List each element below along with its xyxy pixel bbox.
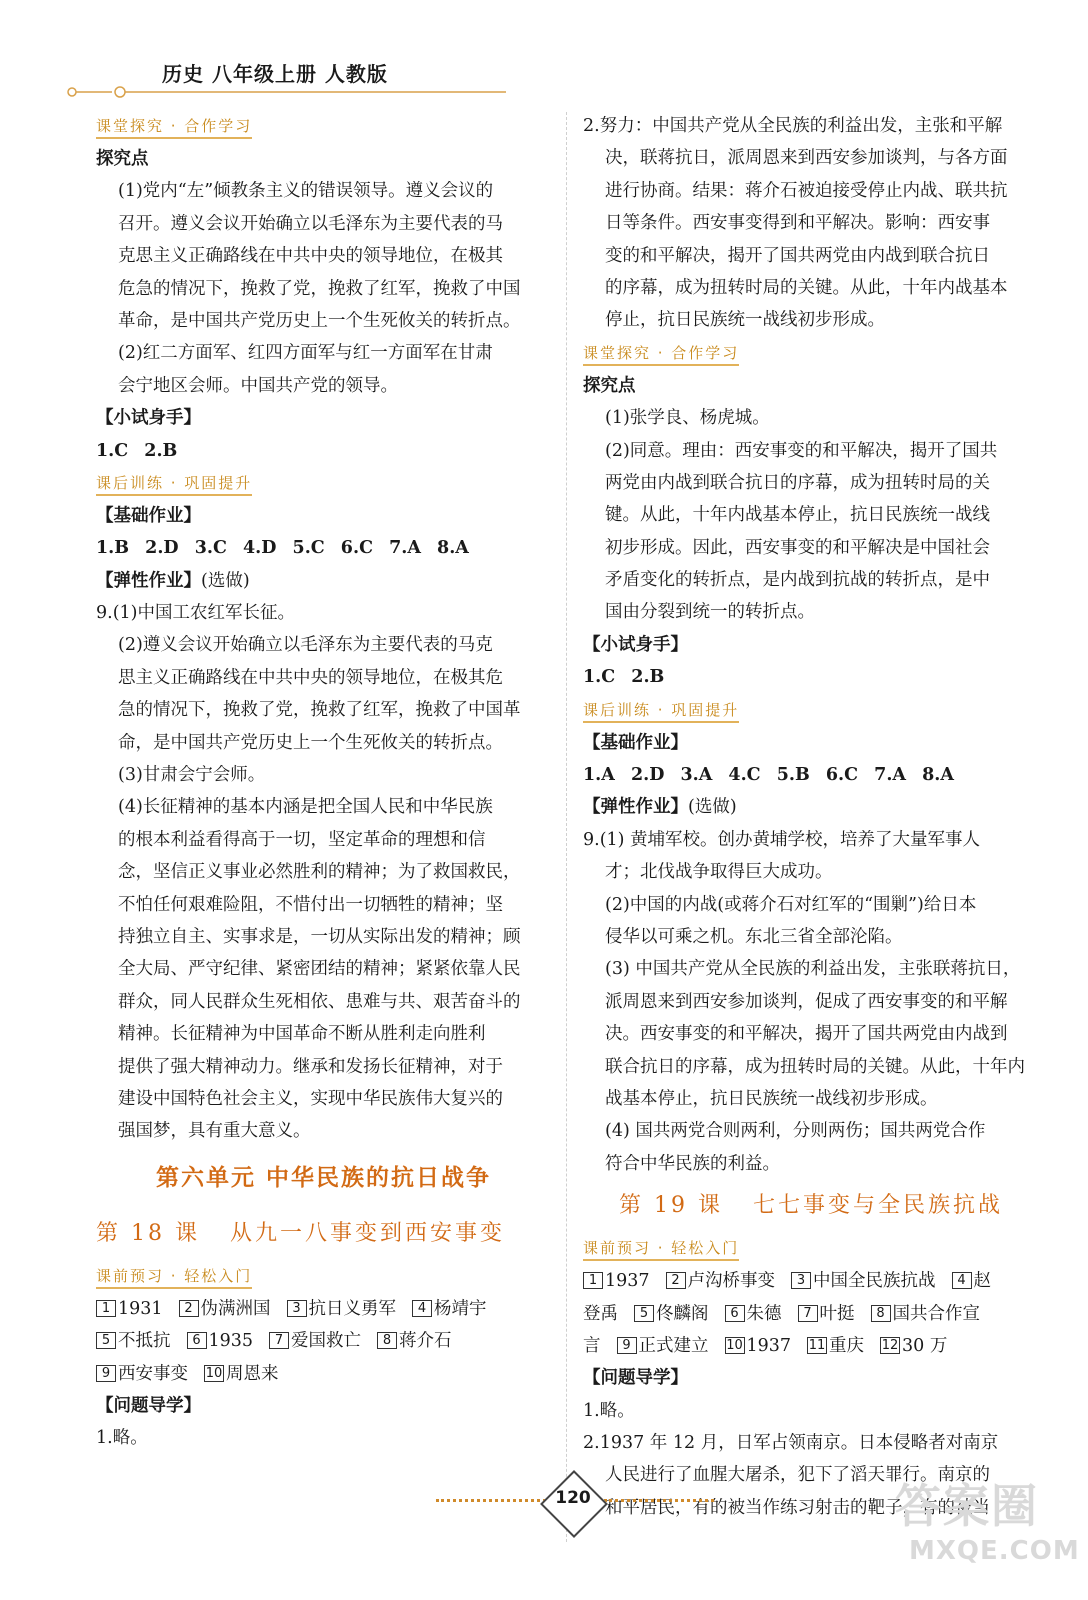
try-answers: 1.C 2.B [96,440,178,461]
text-line: 派周恩来到西安参加谈判，促成了西安事变的和平解 [605,991,1008,1012]
lesson-name: 七七事变与全民族抗战 [752,1193,1003,1219]
flex-heading: 【弹性作业】 [96,570,201,591]
number-box: 9 [96,1365,116,1382]
fill-blanks [96,1293,551,1390]
text-line: 克思主义正确路线在中共中央的领导地位，在极其 [118,246,503,267]
text-line: 符合中华民族的利益。 [605,1153,780,1174]
text-line: 停止，抗日民族统一战线初步形成。 [605,310,885,331]
footer-dots-left [436,1499,546,1502]
text-line: 2.努力：中国共产党从全民族的利益出发，主张和平解 [583,116,1003,136]
text-line: (2)红二方面军、红四方面军与红一方面军在甘肃 [118,343,493,364]
text-line: 建设中国特色社会主义，实现中华民族伟大复兴的 [118,1088,503,1109]
fill-item [871,1304,981,1324]
fill-answer: 重庆 [829,1335,865,1356]
text-line: 急的情况下，挽救了党，挽救了红军，挽救了中国革 [118,700,521,721]
number-box: 6 [187,1332,207,1349]
explore-heading: 探究点 [583,375,636,396]
text-line: 召开。遵义会议开始确立以毛泽东为主要代表的马 [118,213,503,234]
fill-answer: 赵 [973,1271,992,1292]
page-header [0,0,1088,100]
text-line: 决，联蒋抗日，派周恩来到西安参加谈判，与各方面 [605,148,1008,169]
text-line: 9.(1)中国工农红军长征。 [96,603,295,624]
number-box: 1 [583,1272,603,1289]
section-label: 课前预习 · 轻松入门 [583,1237,739,1261]
flex-heading-row [583,791,1038,823]
flex-note: (选做) [688,797,737,818]
fill-row [96,1325,551,1357]
text-line: 会宁地区会师。中国共产党的领导。 [118,375,398,396]
number-box: 11 [808,1337,826,1353]
number-box: 9 [617,1337,637,1354]
fill-answer: 言 [583,1335,601,1356]
fill-item [791,1271,936,1291]
number-box: 10 [205,1365,223,1381]
text-line: 命，是中国共产党历史上一个生死攸关的转折点。 [118,732,503,753]
fill-item [807,1336,864,1356]
text-line: 危急的情况下，挽救了党，挽救了红军，挽救了中国 [118,278,521,299]
fill-row [583,1298,1038,1330]
fill-row [583,1330,1038,1362]
section-label: 课前预习 · 轻松入门 [96,1265,252,1289]
number-box: 10 [726,1337,743,1353]
fill-answer: 中国全民族抗战 [813,1271,936,1292]
fill-answer: 杨靖宇 [434,1298,487,1319]
number-box: 4 [952,1272,972,1289]
fill-item [412,1299,487,1319]
number-box: 6 [725,1305,745,1322]
fill-item [287,1299,397,1319]
explore-block [96,175,551,402]
basic-heading: 【基础作业】 [583,732,688,753]
text-line: 的根本利益看得高于一切，坚定革命的理想和信 [118,829,486,850]
section-label: 课后训练 · 巩固提升 [96,472,252,496]
fill-item [583,1271,650,1291]
section-label: 课后训练 · 巩固提升 [583,699,739,723]
text-line: (3)甘肃会宁会师。 [118,765,266,786]
fill-item [798,1304,855,1324]
lesson-number: 第 19 课 [619,1193,723,1219]
fill-item [952,1271,992,1291]
fill-item [377,1331,452,1351]
basic-heading: 【基础作业】 [96,505,201,526]
fill-answer: 叶挺 [819,1303,855,1324]
fill-item [725,1336,792,1356]
text-line: 战基本停止，抗日民族统一战线初步形成。 [605,1088,938,1109]
fill-answer: 周恩来 [226,1363,279,1384]
flex-heading-row [96,565,551,597]
text-line: 侵华以可乘之机。东北三省全部沦陷。 [605,926,903,947]
text-line: 变的和平解决，揭开了国共两党由内战到联合抗日 [605,245,990,266]
fill-item [269,1331,361,1351]
number-box: 2 [666,1272,686,1289]
text-line: 人民进行了血腥大屠杀，犯下了滔天罪行。南京的 [605,1465,990,1486]
fill-answer: 伪满洲国 [200,1298,271,1319]
text-line: (1)张学良、杨虎城。 [605,408,770,429]
text-line: 1.略。 [583,1400,635,1421]
number-box: 1 [96,1300,116,1317]
fill-item [725,1304,782,1324]
text-line: 和平居民，有的被当作练习射击的靶子，有的被当 [605,1497,990,1518]
text-line: 矛盾变化的转折点，是内战到抗战的转折点，是中 [605,570,990,591]
try-heading: 【小试身手】 [96,408,201,429]
text-line: 2.1937 年 12 月，日军占领南京。日本侵略者对南京 [583,1433,999,1454]
unit-title: 第六单元 中华民族的抗日战争 [155,1164,491,1191]
text-line: 决。西安事变的和平解决，揭开了国共两党由内战到 [605,1024,1008,1045]
guide-heading: 【问题导学】 [583,1368,688,1389]
basic-answers: 1.B 2.D 3.C 4.D 5.C 6.C 7.A 8.A [96,538,469,559]
flex-heading: 【弹性作业】 [583,797,688,818]
fill-answer: 西安事变 [118,1363,188,1384]
header-rule [66,86,506,98]
text-line: 提供了强大精神动力。继承和发扬长征精神，对于 [118,1056,503,1077]
guide-heading: 【问题导学】 [96,1395,201,1416]
text-line: (3) 中国共产党从全民族的利益出发，主张联蒋抗日， [605,959,1021,980]
guide-line: 1.略。 [96,1428,148,1449]
fill-answer: 1937 [605,1271,650,1292]
text-line: 精神。长征精神为中国革命不断从胜利走向胜利 [118,1024,486,1045]
text-line: 联合抗日的序幕，成为扭转时局的关键。从此，十年内 [605,1056,1025,1077]
text-line: (1)党内“左”倾教条主义的错误领导。遵义会议的 [118,181,494,202]
number-box: 8 [871,1305,891,1322]
left-column [96,110,551,1455]
text-line: (4) 国共两党合则两利，分则两伤；国共两党合作 [605,1121,986,1142]
fill-answer: 30 万 [902,1335,948,1356]
text-line: 国由分裂到统一的转折点。 [605,602,815,623]
number-box: 12 [881,1337,899,1353]
fill-answer: 登禹 [583,1303,618,1324]
lesson-name: 从九一八事变到西安事变 [229,1220,505,1246]
text-line: 持独立自主、实事求是，一切从实际出发的精神；顾 [118,926,521,947]
lesson-number: 第 18 课 [96,1220,200,1246]
watermark-url: MXQE.COM [909,1536,1080,1566]
text-line: 才；北伐战争取得巨大成功。 [605,862,833,883]
right-column [583,110,1038,1524]
section-label: 课堂探究 · 合作学习 [583,342,739,366]
fill-item [583,1336,601,1356]
text-line: 两党由内战到联合抗日的序幕，成为扭转时局的关 [605,472,990,493]
text-line: 群众，同人民群众生死相依、患难与共、艰苦奋斗的 [118,991,521,1012]
fill-item [96,1331,171,1351]
text-line: 不怕任何艰难险阻，不惜付出一切牺牲的精神；坚 [118,894,503,915]
lesson-title [583,1180,1038,1232]
fill-item [583,1304,618,1324]
try-answers: 1.C 2.B [583,667,665,688]
fill-answer: 1931 [118,1298,163,1319]
lesson-title [96,1208,551,1260]
footer-dots-right [604,1499,714,1502]
answer-block [583,110,1038,337]
fill-answer: 1937 [746,1335,792,1356]
fill-answer: 正式建立 [638,1335,709,1356]
text-line: 的序幕，成为扭转时局的关键。从此，十年内战基本 [605,277,1008,298]
text-line: (2)中国的内战(或蒋介石对红军的“围剿”)给日本 [605,894,977,915]
text-line: 革命，是中国共产党历史上一个生死攸关的转折点。 [118,310,521,331]
text-line: (4)长征精神的基本内涵是把全国人民和中华民族 [118,797,493,818]
number-box: 5 [634,1305,654,1322]
number-box: 5 [96,1332,116,1349]
text-line: (2)遵义会议开始确立以毛泽东为主要代表的马克 [118,635,493,656]
fill-item [617,1336,709,1356]
number-box: 8 [377,1332,397,1349]
fill-item [187,1331,254,1351]
page-number: 120 [555,1488,591,1508]
fill-item [204,1364,279,1384]
number-box: 7 [269,1332,289,1349]
fill-item [96,1364,188,1384]
number-box: 3 [287,1300,307,1317]
fill-row [96,1358,551,1390]
fill-item [179,1299,271,1319]
fill-answer: 抗日义勇军 [308,1298,397,1319]
text-line: 键。从此，十年内战基本停止，抗日民族统一战线 [605,505,990,526]
watermark-logo-text: 答案圈 [895,1479,1039,1533]
text-line: 思主义正确路线在中共中央的领导地位，在极其危 [118,667,503,688]
number-box: 4 [412,1300,432,1317]
text-line: 全大局、严守纪律、紧密团结的精神；紧紧依靠人民 [118,959,521,980]
fill-answer: 不抵抗 [118,1331,171,1352]
flex-note: (选做) [201,570,250,591]
book-title: 历史 八年级上册 人教版 [162,62,388,86]
text-line: 9.(1) 黄埔军校。创办黄埔学校，培养了大量军事人 [583,829,981,850]
flex-block [96,597,551,1148]
fill-answer: 1935 [208,1331,254,1352]
text-line: (2)同意。理由：西安事变的和平解决，揭开了国共 [605,440,998,461]
watermark [895,1478,1080,1588]
fill-answer: 国共合作宣 [892,1303,980,1324]
text-line: 强国梦，具有重大意义。 [118,1121,311,1142]
fill-item [96,1299,163,1319]
fill-answer: 蒋介石 [399,1331,452,1352]
fill-answer: 爱国救亡 [291,1331,362,1352]
fill-item [634,1304,709,1324]
explore-block [583,402,1038,629]
explore-heading: 探究点 [96,149,149,169]
fill-row [583,1265,1038,1297]
basic-answers: 1.A 2.D 3.A 4.C 5.B 6.C 7.A 8.A [583,765,954,786]
try-heading: 【小试身手】 [583,634,688,655]
fill-answer: 卢沟桥事变 [687,1271,776,1292]
fill-answer: 佟麟阁 [656,1303,709,1324]
number-box: 2 [179,1300,199,1317]
number-box: 7 [798,1305,818,1322]
number-box: 3 [791,1272,811,1289]
fill-answer: 朱德 [746,1303,782,1324]
fill-row [96,1293,551,1325]
text-line: 初步形成。因此，西安事变的和平解决是中国社会 [605,537,990,558]
text-line: 进行协商。结果：蒋介石被迫接受停止内战、联共抗 [605,180,1008,201]
text-line: 日等条件。西安事变得到和平解决。影响：西安事 [605,213,990,234]
column-divider [566,112,567,1542]
fill-item [666,1271,776,1291]
fill-item [880,1336,947,1356]
fill-blanks [583,1265,1038,1362]
text-line: 念，坚信正义事业必然胜利的精神；为了救国救民， [118,862,521,883]
flex-block [583,824,1038,1180]
section-label: 课堂探究 · 合作学习 [96,115,252,139]
